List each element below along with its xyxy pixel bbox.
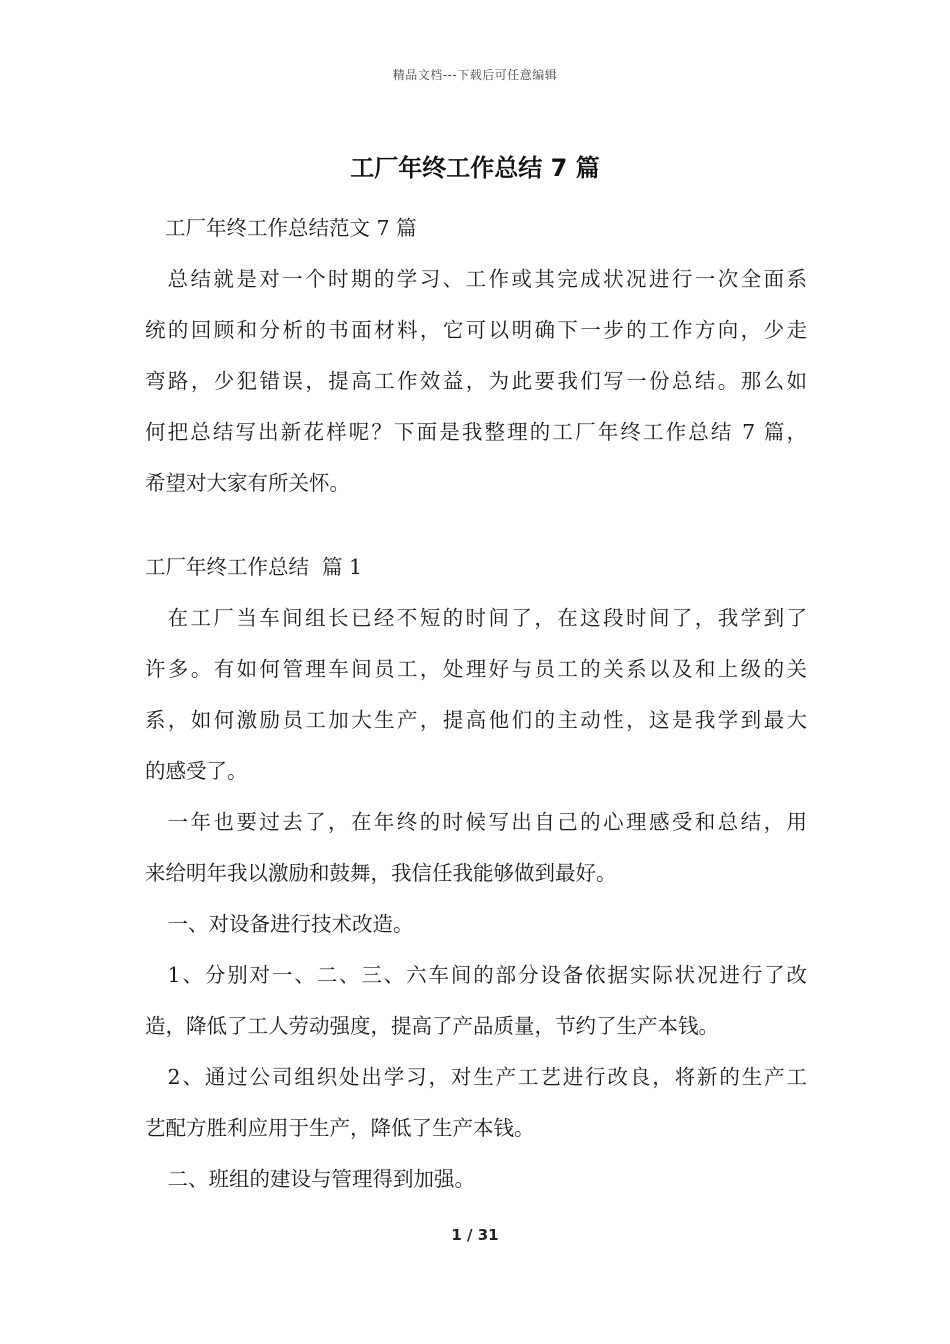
paragraph-gap (145, 509, 807, 542)
intro-line: 统的回顾和分析的书面材料，它可以明确下一步的工作方向，少走 (145, 318, 807, 342)
intro-line: 何把总结写出新花样呢？下面是我整理的工厂年终工作总结 7 篇， (145, 420, 807, 444)
body-line: 在工厂当车间组长已经不短的时间了，在这段时间了，我学到了 (167, 606, 807, 630)
body-line: 1、分别对一、二、三、六车间的部分设备依据实际状况进行了改 (167, 963, 807, 987)
intro-line: 希望对大家有所关怀。 (145, 471, 350, 495)
section-heading: 工厂年终工作总结 篇 1 (145, 555, 363, 579)
body-line: 艺配方胜利应用于生产，降低了生产本钱。 (145, 1116, 535, 1140)
intro-line: 总结就是对一个时期的学习、工作或其完成状况进行一次全面系 (167, 267, 807, 291)
body-line: 造，降低了工人劳动强度，提高了产品质量，节约了生产本钱。 (145, 1014, 719, 1038)
body-line: 系，如何激励员工加大生产，提高他们的主动性，这是我学到最大 (145, 708, 807, 732)
body-line: 2、通过公司组织处出学习，对生产工艺进行改良，将新的生产工 (167, 1065, 807, 1089)
body-line: 一、对设备进行技术改造。 (167, 912, 414, 936)
body-line: 二、班组的建设与管理得到加强。 (167, 1167, 476, 1191)
subtitle: 工厂年终工作总结范文 7 篇 (165, 216, 417, 240)
document-title: 工厂年终工作总结 7 篇 (350, 154, 600, 182)
intro-line: 弯路，少犯错误，提高工作效益，为此要我们写一份总结。那么如 (145, 369, 807, 393)
body-line: 一年也要过去了，在年终的时候写出自己的心理感受和总结，用 (167, 810, 807, 834)
header-note: 精品文档---下载后可任意编辑 (392, 68, 558, 82)
page-number: 1 / 31 (451, 1226, 499, 1244)
document-body (145, 203, 807, 1205)
body-line: 许多。有如何管理车间员工，处理好与员工的关系以及和上级的关 (145, 657, 807, 681)
body-line: 的感受了。 (145, 759, 248, 783)
body-line: 来给明年我以激励和鼓舞，我信任我能够做到最好。 (145, 861, 617, 885)
